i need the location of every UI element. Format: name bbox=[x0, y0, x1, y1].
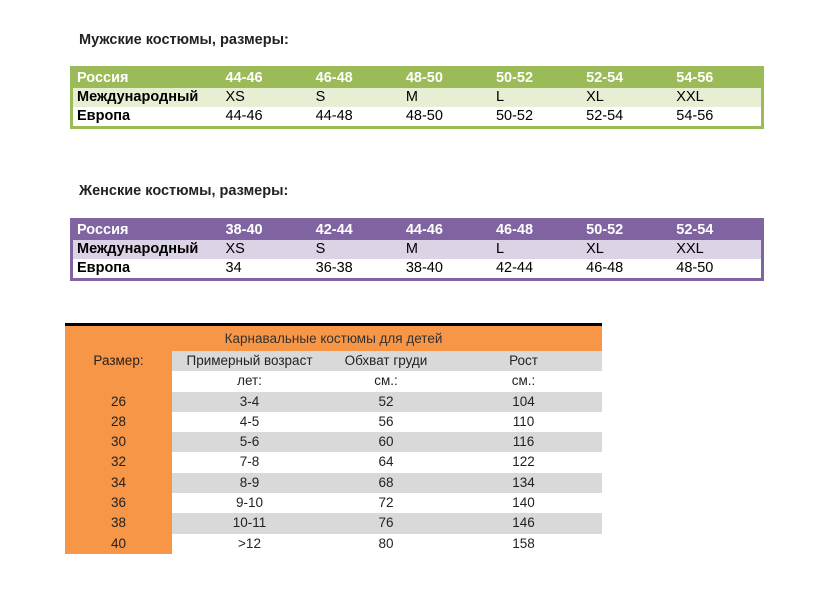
table-row bbox=[65, 412, 602, 432]
table-cell: 44-46 bbox=[225, 108, 263, 124]
table-row bbox=[65, 432, 602, 452]
table-cell: 8-9 bbox=[172, 473, 327, 493]
column-header: Обхват груди bbox=[327, 351, 445, 371]
table-cell: >12 bbox=[238, 535, 261, 551]
table-row bbox=[72, 107, 763, 128]
table-cell: M bbox=[402, 88, 492, 107]
table-cell: 3-4 bbox=[172, 392, 327, 412]
table-cell: 60 bbox=[327, 432, 445, 452]
row-label: Международный bbox=[72, 88, 222, 107]
table-row bbox=[72, 88, 763, 107]
table-cell: L bbox=[492, 240, 582, 259]
table-cell: 46-48 bbox=[586, 260, 624, 276]
unit-cell: лет: bbox=[237, 373, 262, 389]
table-cell: 32 bbox=[65, 452, 172, 472]
table-cell: 50-52 bbox=[582, 220, 672, 241]
table-cell: 26 bbox=[65, 392, 172, 412]
table-cell: 36-38 bbox=[315, 260, 353, 276]
table-row bbox=[65, 473, 602, 493]
table-cell: 48-50 bbox=[405, 108, 443, 124]
table-row bbox=[65, 534, 602, 554]
table-cell: XXL bbox=[672, 88, 762, 107]
table-cell: 64 bbox=[378, 454, 394, 470]
table-cell: 48-50 bbox=[402, 68, 492, 89]
row-label: Россия bbox=[72, 68, 222, 89]
kids-table-title: Карнавальные костюмы для детей bbox=[65, 323, 602, 351]
table-cell: 38 bbox=[65, 513, 172, 533]
units-row bbox=[65, 371, 602, 391]
table-cell: 46-48 bbox=[492, 220, 582, 241]
table-cell: S bbox=[312, 88, 402, 107]
table-cell: XXL bbox=[672, 240, 762, 259]
table-cell: 4-5 bbox=[239, 413, 260, 429]
row-label: Россия bbox=[72, 220, 222, 241]
table-cell: 10-11 bbox=[172, 513, 327, 533]
table-cell: 134 bbox=[445, 473, 602, 493]
table-cell: 7-8 bbox=[239, 454, 260, 470]
men-size-table bbox=[70, 66, 764, 129]
table-cell: 36 bbox=[65, 493, 172, 513]
women-section-title: Женские костюмы, размеры: bbox=[79, 183, 289, 199]
table-cell: 48-50 bbox=[676, 260, 714, 276]
table-cell: 40 bbox=[65, 534, 172, 554]
row-label: Европа bbox=[77, 260, 131, 276]
table-cell: 42-44 bbox=[312, 220, 402, 241]
men-section-title: Мужские костюмы, размеры: bbox=[79, 32, 289, 48]
table-cell: 76 bbox=[327, 513, 445, 533]
table-cell: 28 bbox=[65, 412, 172, 432]
table-cell: 140 bbox=[512, 495, 535, 511]
row-label: Международный bbox=[72, 240, 222, 259]
table-cell: 38-40 bbox=[405, 260, 443, 276]
unit-cell: см.: bbox=[374, 373, 398, 389]
table-cell: 80 bbox=[378, 535, 394, 551]
column-header: Примерный возраст bbox=[172, 351, 327, 371]
table-row bbox=[72, 240, 763, 259]
table-cell: 52-54 bbox=[672, 220, 762, 241]
table-cell: 50-52 bbox=[495, 108, 534, 124]
table-cell: 56 bbox=[378, 413, 394, 429]
kids-size-table bbox=[65, 323, 602, 554]
table-row bbox=[72, 259, 763, 280]
table-cell: 38-40 bbox=[222, 220, 312, 241]
table-cell: 44-46 bbox=[402, 220, 492, 241]
table-cell: 72 bbox=[378, 495, 394, 511]
table-row bbox=[65, 392, 602, 412]
table-row bbox=[72, 220, 763, 241]
table-cell: M bbox=[402, 240, 492, 259]
table-cell: 42-44 bbox=[495, 260, 534, 276]
table-row bbox=[72, 68, 763, 89]
column-header: Размер: bbox=[65, 351, 172, 371]
table-row bbox=[65, 513, 602, 533]
table-cell: 122 bbox=[512, 454, 535, 470]
row-label: Европа bbox=[77, 108, 131, 124]
women-size-table bbox=[70, 218, 764, 281]
table-cell: XL bbox=[582, 240, 672, 259]
table-cell: 34 bbox=[65, 473, 172, 493]
table-cell: XL bbox=[582, 88, 672, 107]
table-cell: 158 bbox=[512, 535, 535, 551]
table-cell: 54-56 bbox=[676, 108, 714, 124]
table-cell: 52-54 bbox=[582, 68, 672, 89]
table-cell: 30 bbox=[65, 432, 172, 452]
table-cell: 54-56 bbox=[672, 68, 762, 89]
table-header-row bbox=[65, 351, 602, 371]
table-cell: S bbox=[312, 240, 402, 259]
kids-table-body bbox=[65, 392, 602, 554]
table-cell: 116 bbox=[445, 432, 602, 452]
table-cell: 52 bbox=[327, 392, 445, 412]
table-cell: 34 bbox=[225, 260, 242, 276]
table-cell: L bbox=[492, 88, 582, 107]
table-cell: 110 bbox=[512, 413, 535, 429]
table-cell: 52-54 bbox=[586, 108, 624, 124]
table-cell: 9-10 bbox=[235, 495, 264, 511]
table-cell: 104 bbox=[445, 392, 602, 412]
table-cell: XS bbox=[222, 88, 312, 107]
table-cell: 50-52 bbox=[492, 68, 582, 89]
table-cell: 44-48 bbox=[315, 108, 353, 124]
column-header: Рост bbox=[445, 351, 602, 371]
table-cell: XS bbox=[222, 240, 312, 259]
unit-cell bbox=[65, 371, 172, 391]
table-cell: 68 bbox=[327, 473, 445, 493]
unit-cell: см.: bbox=[511, 373, 536, 389]
table-cell: 44-46 bbox=[222, 68, 312, 89]
table-cell: 46-48 bbox=[312, 68, 402, 89]
table-row bbox=[65, 493, 602, 513]
table-row bbox=[65, 452, 602, 472]
table-cell: 146 bbox=[445, 513, 602, 533]
table-cell: 5-6 bbox=[172, 432, 327, 452]
